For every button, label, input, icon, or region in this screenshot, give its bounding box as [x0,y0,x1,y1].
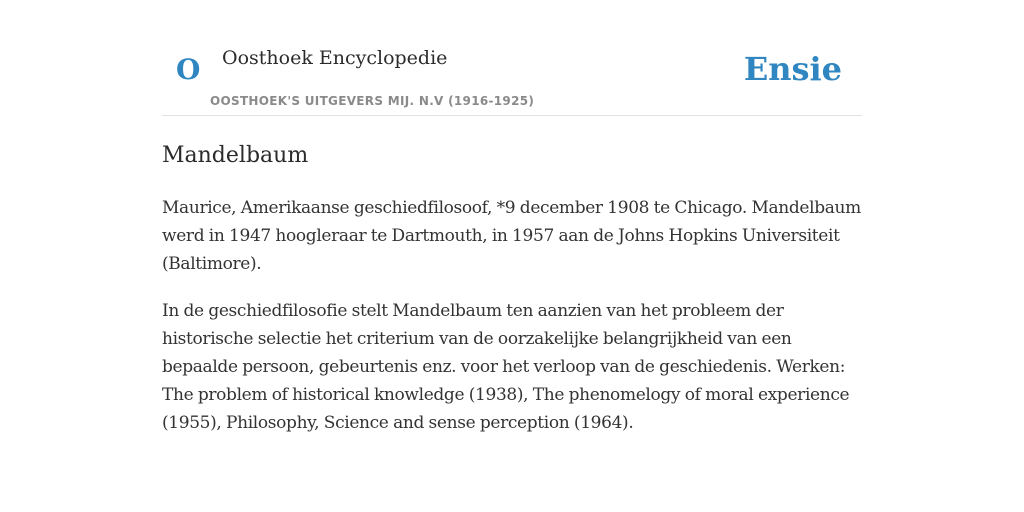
entry-title: Mandelbaum [162,143,309,168]
entry-paragraph: Maurice, Amerikaanse geschiedfilosoof, *9 december 1908 te Chicago. Mandelbaum werd in 1947 hoogleraar te Dartmouth, in 1957 aan de Johns Hopkins Universiteit (Baltimore). [162,198,861,274]
entry-paragraph: In de geschiedfilosofie stelt Mandelbaum ten aanzien van het probleem der historische selectie het criterium van de oorzakelijke belangrijkheid van een bepaalde persoon, gebeurtenis enz. voor het verloop van de geschiedenis. Werken: The problem of historical knowledge (1938), The phenomelogy of moral experience (1955), Philosophy, Science and sense perception (1964). [162,301,850,433]
site-name[interactable]: Oosthoek Encyclopedie [222,47,448,69]
ensie-brand-link[interactable]: Ensie [743,50,842,88]
page [162,0,862,437]
oosthoek-logo[interactable]: O [176,53,201,86]
site-header [162,0,862,116]
publisher-label: OOSTHOEK'S UITGEVERS MIJ. N.V (1916-1925) [210,94,535,108]
entry-body [162,194,862,437]
entry-article [162,142,862,437]
